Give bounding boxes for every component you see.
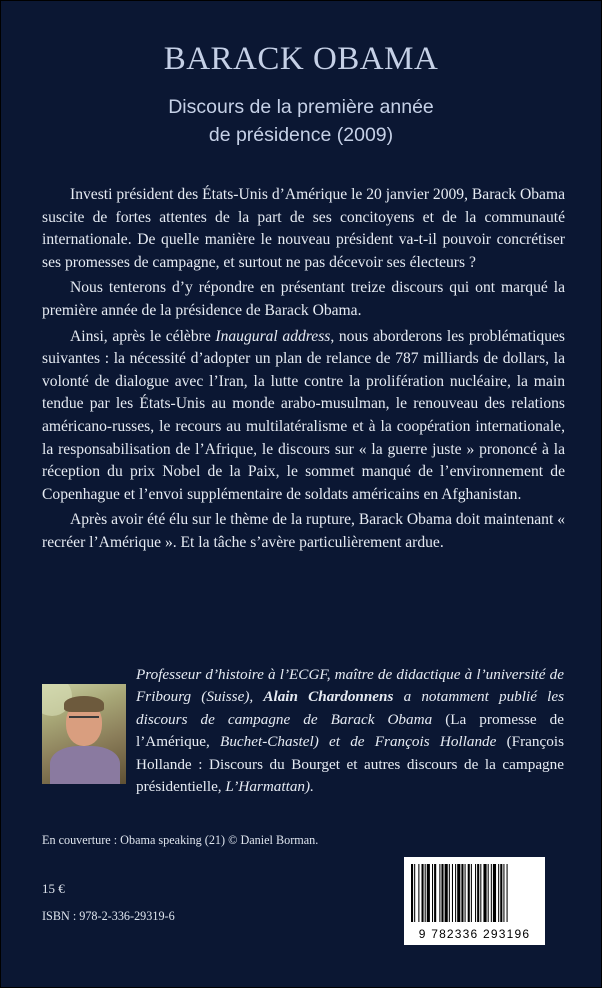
bio-text-3: (La promesse de l’Amérique,: [136, 710, 564, 751]
barcode-bar: [475, 864, 476, 922]
barcode-bar: [455, 864, 456, 922]
subtitle-line-1: Discours de la première année: [168, 96, 434, 118]
barcode-bar: [477, 864, 479, 922]
isbn-label: ISBN : 978-2-336-29319-6: [42, 909, 175, 923]
barcode-bar: [468, 864, 470, 922]
barcode-bar: [425, 864, 426, 922]
bio-publisher-1: Buchet-Chastel: [220, 733, 314, 751]
barcode-bar: [480, 864, 481, 922]
bio-text-8: ).: [305, 778, 314, 796]
blurb-paragraph-4: Après avoir été élu sur le thème de la rupture, Barack Obama doit maintenant « recréer l’Amérique ». Et la tâche s’avère particulièrement ardue.: [42, 511, 565, 551]
barcode-bar: [439, 864, 440, 922]
barcode-bar: [471, 864, 472, 922]
price-label: 15 €: [42, 881, 65, 896]
blurb-p3-italic: Inaugural address: [215, 327, 331, 345]
barcode-bar: [427, 864, 430, 922]
barcode-bars: [411, 864, 538, 922]
subtitle-line-2: de présidence (2009): [208, 124, 394, 146]
bio-text-2: a notamment publié les discours de campagne de Barack Obama: [136, 688, 565, 728]
barcode-bar: [418, 864, 419, 922]
barcode-number: 9 782336 293196: [418, 927, 531, 941]
barcode-bar: [432, 864, 433, 922]
blurb-p3-start: Ainsi, après le célèbre: [70, 327, 216, 345]
barcode-bar: [449, 864, 450, 922]
barcode-bar: [498, 864, 499, 922]
barcode-bar: [507, 864, 508, 922]
barcode-bar: [445, 864, 448, 922]
author-bio: [136, 664, 564, 798]
barcode-bar: [434, 864, 436, 922]
blurb-paragraph-1: Investi président des États-Unis d’Amérique le 20 janvier 2009, Barack Obama suscite de fortes attentes de la part de ses concitoyens et de la communauté internationale. De quelle manière le nouveau président va-t-il pouvoir concrétiser ses promesses de campagne, et surtout ne pas décevoir ses électeurs ?: [42, 186, 565, 271]
barcode-bar: [457, 864, 460, 922]
barcode-bar: [461, 864, 463, 922]
bio-author-name: Alain Chardonnens: [263, 688, 394, 706]
blurb-paragraph-2: Nous tenterons d’y répondre en présentant treize discours qui ont marqué la première année de la présidence de Barack Obama.: [42, 279, 565, 319]
bio-text-1: Professeur d’histoire à l’ECGF, maître de didactique à l’université de Fribourg (Suisse),: [136, 666, 564, 706]
barcode-bar: [493, 864, 496, 922]
blurb-paragraph-3: [42, 326, 565, 507]
barcode-bar: [414, 864, 415, 922]
barcode-bar: [441, 864, 443, 922]
blurb: [42, 184, 565, 555]
barcode-bar: [465, 864, 466, 922]
bio-text-5: ) et de François Hollande: [313, 733, 507, 751]
bio-publisher-2: L’Harmattan: [225, 778, 306, 796]
barcode-bar: [488, 864, 489, 922]
author-photo: [42, 684, 126, 784]
barcode-bar: [452, 864, 453, 922]
barcode-bar: [411, 864, 413, 922]
bio-text-6: (François Hollande : Discours du Bourget et autres discours de la campagne présidentielle,: [136, 733, 564, 796]
barcode-bar: [483, 864, 486, 922]
barcode-bar: [491, 864, 492, 922]
barcode-bar: [503, 864, 504, 922]
book-title: BARACK OBAMA: [163, 41, 439, 77]
barcode: [404, 857, 545, 945]
book-subtitle: [1, 93, 601, 149]
cover-credit: En couverture : Obama speaking (21) © Daniel Borman.: [42, 833, 319, 847]
barcode-bar: [422, 864, 424, 922]
barcode-bar: [500, 864, 502, 922]
blurb-p3-rest: , nous aborderons les problématiques suivantes : la nécessité d’adopter un plan de relance de 787 milliards de dollars, la volonté de dialogue avec l’Iran, la lutte contre la prolifération nucléaire, la main tendue par les États-Unis au monde arabo-musulman, le renouveau des relations américano-russes, le recours au multilatéralisme et à la coopération internationale, la responsabilisation de l’Afrique, le discours sur « la guerre juste » prononcé à la réception du prix Nobel de la Paix, le sommet manqué de l’environnement de Copenhague et l’envoi supplémentaire de soldats américains en Afghanistan.: [42, 327, 565, 503]
